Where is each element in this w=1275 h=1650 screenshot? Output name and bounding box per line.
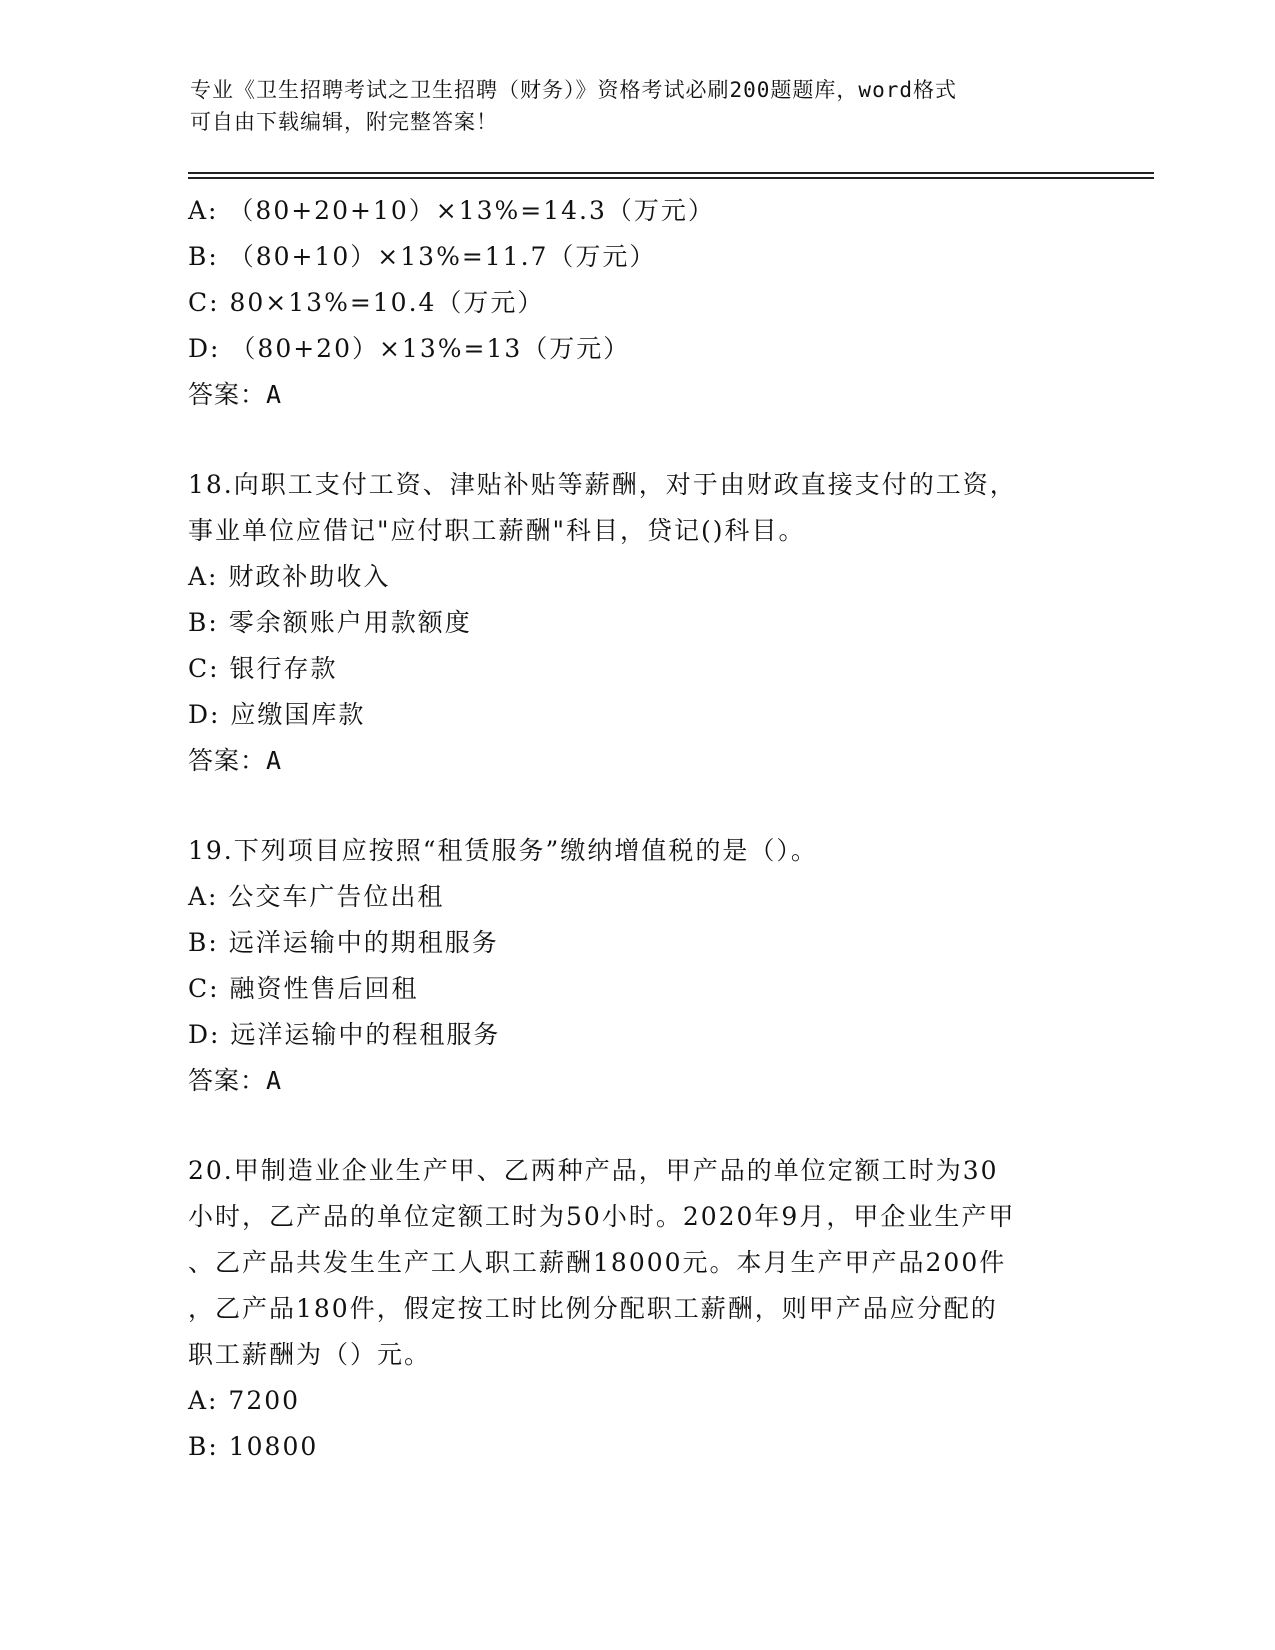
option-b: B: 零余额账户用款额度 (188, 608, 472, 637)
option-b: B: （80+10）×13%=11.7（万元） (188, 242, 657, 271)
prev-question-block (188, 188, 1088, 418)
option-c: C: 80×13%=10.4（万元） (188, 288, 545, 317)
header-line-1: 专业《卫生招聘考试之卫生招聘（财务）》资格考试必刷200题题库，word格式 (190, 78, 957, 102)
option-d: D: 远洋运输中的程租服务 (188, 1020, 501, 1049)
question-text-line: 20.甲制造业企业生产甲、乙两种产品，甲产品的单位定额工时为30 (188, 1156, 999, 1185)
option-b: B: 远洋运输中的期租服务 (188, 928, 499, 957)
question-text-line: ，乙产品180件，假定按工时比例分配职工薪酬，则甲产品应分配的 (188, 1294, 998, 1323)
question-text-line: 、乙产品共发生生产工人职工薪酬18000元。本月生产甲产品200件 (188, 1248, 1007, 1277)
question-text-line: 职工薪酬为（）元。 (188, 1340, 432, 1369)
question-text-line: 18.向职工支付工资、津贴补贴等薪酬，对于由财政直接支付的工资， (188, 470, 1017, 499)
header-divider-bottom (188, 177, 1154, 179)
option-d: D: 应缴国库款 (188, 700, 366, 729)
question-text-line: 小时，乙产品的单位定额工时为50小时。2020年9月，甲企业生产甲 (188, 1202, 1016, 1231)
header-line-2: 可自由下载编辑，附完整答案！ (190, 110, 498, 134)
option-a: A: 财政补助收入 (188, 562, 391, 591)
question-content (188, 188, 1088, 1470)
question-text-line: 事业单位应借记"应付职工薪酬"科目，贷记()科目。 (188, 516, 806, 545)
question-18 (188, 462, 1088, 784)
option-d: D: （80+20）×13%=13（万元） (188, 334, 631, 363)
answer-line: 答案：A (188, 746, 283, 775)
option-c: C: 融资性售后回租 (188, 974, 419, 1003)
question-20 (188, 1148, 1088, 1470)
option-a: A: （80+20+10）×13%=14.3（万元） (188, 196, 715, 225)
option-b: B: 10800 (188, 1432, 319, 1461)
header-divider-top (188, 172, 1154, 174)
option-a: A: 7200 (188, 1386, 301, 1415)
option-c: C: 银行存款 (188, 654, 338, 683)
question-text-line: 19.下列项目应按照“租赁服务”缴纳增值税的是（）。 (188, 836, 818, 865)
option-a: A: 公交车广告位出租 (188, 882, 445, 911)
document-header (190, 74, 1090, 138)
answer-line: 答案：A (188, 1066, 283, 1095)
answer-line: 答案：A (188, 380, 283, 409)
question-19 (188, 828, 1088, 1104)
